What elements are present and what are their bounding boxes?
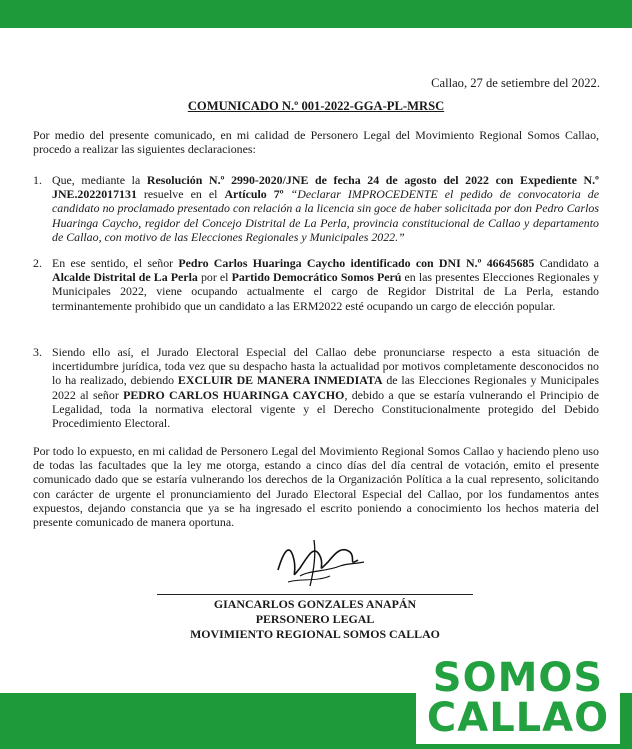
logo-line-2: CALLAO	[426, 695, 610, 741]
closing-paragraph: Por todo lo expuesto, en mi calidad de Personero Legal del Movimiento Regional Somos Callao y haciendo pleno uso de todas las facultades que la ley me otorga, estando a cinco días del día central de votación, emito el presente comunicado dado que se estaría vulnerando los derechos de la Organización Política a la cual represento, solicitando con carácter de urgente el pronunciamiento del Jurado Electoral Especial del Callao, por los fundamentos antes expuestos, dejando constancia que ya se ha ingresado el escrito poniendo a conocimiento los hechos materia del presente comunicado de manera oportuna.	[33, 444, 599, 530]
logo-line-1: SOMOS	[432, 655, 604, 701]
item-text: En ese sentido, el señor Pedro Carlos Huaringa Caycho identificado con DNI N.º 46645685 Candidato a Alcalde Distrital de La Perla por el Partido Democrático Somos Perú en las presentes Elecciones Regionales y Municipales 2022, viene ocupando actualmente el cargo de Regidor Distrital de La Perla, estando terminantemente prohibido que un candidato a las ERM2022 esté ocupando un cargo de elección popular.	[52, 256, 599, 313]
signer-organization: MOVIMIENTO REGIONAL SOMOS CALLAO	[190, 627, 440, 641]
document-date: Callao, 27 de setiembre del 2022.	[431, 76, 600, 90]
signer-role: PERSONERO LEGAL	[255, 612, 375, 626]
document-title: COMUNICADO N.º 001-2022-GGA-PL-MRSC	[187, 99, 445, 113]
item-number: 1.	[33, 173, 42, 187]
intro-paragraph: Por medio del presente comunicado, en mi calidad de Personero Legal del Movimiento Regional Somos Callao, procedo a realizar las siguientes declaraciones:	[33, 128, 599, 157]
signer-name: GIANCARLOS GONZALES ANAPÁN	[213, 597, 417, 611]
item-text: Que, mediante la Resolución N.º 2990-2020/JNE de fecha 24 de agosto del 2022 con Expediente N.º JNE.2022017131 resuelve en el Artículo 7º “Declarar IMPROCEDENTE el pedido de convocatoria de candidato no proclamado presentado con relación a la licencia sin goce de haber solicitada por don Pedro Carlos Huaringa Caycho, regidor del Concejo Distrital de La Perla, provincia constitucional de Callao y departamento de Callao, con motivo de las Elecciones Regionales y Municipales 2022.”	[52, 173, 599, 244]
item-text: Siendo ello así, el Jurado Electoral Especial del Callao debe pronunciarse respecto a esta situación de incertidumbre jurídica, toda vez que su despacho hasta la actualidad por motivos completamente desconocidos no lo ha realizado, debiendo EXCLUIR DE MANERA INMEDIATA de las Elecciones Regionales y Municipales 2022 al señor PEDRO CARLOS HUARINGA CAYCHO, debido a que se estaría vulnerando el Principio de Legalidad, toda la normativa electoral vigente y el Derecho Constitucionalmente protegido del Debido Procedimiento Electoral.	[52, 345, 600, 431]
somos-callao-logo	[416, 652, 620, 744]
signature-line	[157, 594, 473, 595]
top-green-bar	[0, 0, 632, 28]
item-number: 2.	[33, 256, 42, 270]
signer-block	[157, 597, 473, 642]
item-number: 3.	[33, 345, 42, 359]
handwritten-signature	[270, 530, 370, 592]
